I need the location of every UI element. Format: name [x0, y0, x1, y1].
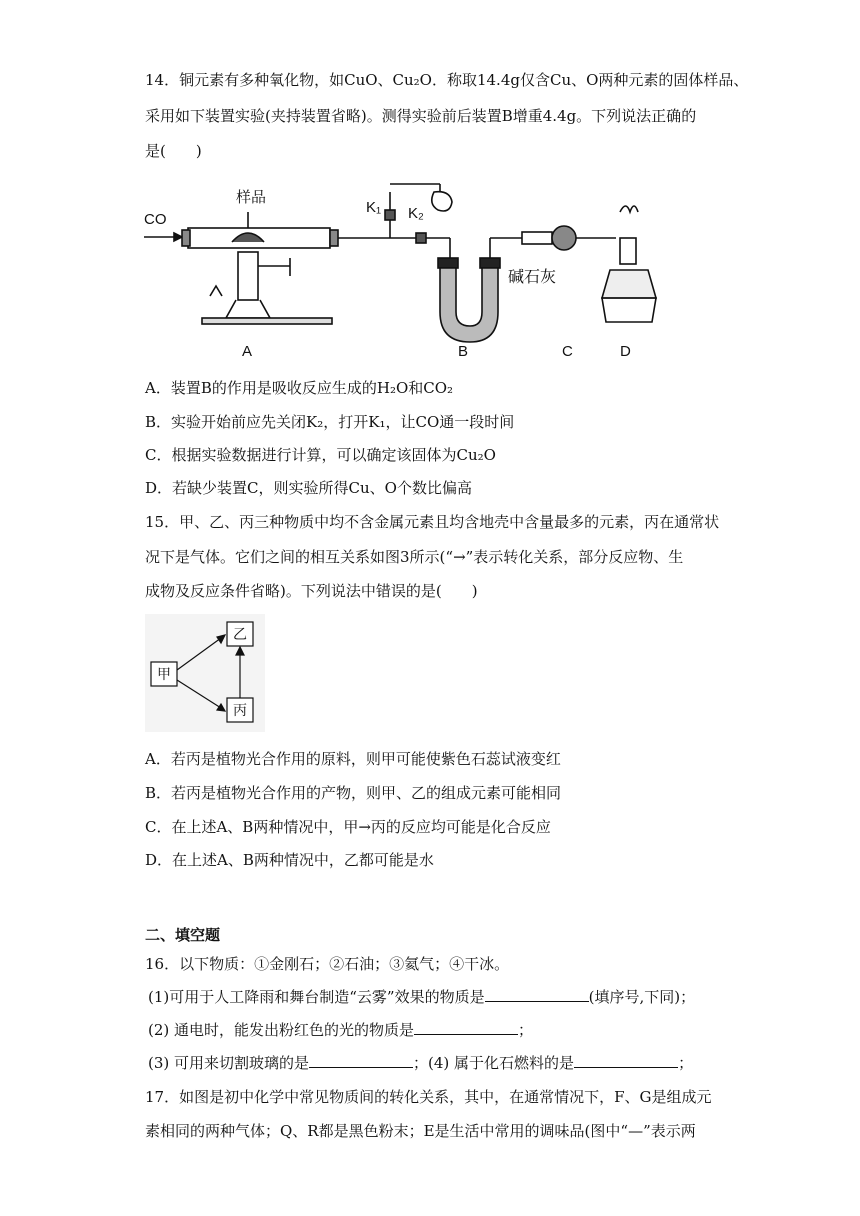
- relationship-figure: [145, 614, 265, 732]
- jia-label: 甲: [157, 666, 171, 682]
- q16-part1-tail: (填序号,下同)；: [588, 988, 696, 1006]
- drying-tube: [552, 226, 576, 250]
- q16-part2-text: (2) 通电时，能发出粉红色的光的物质是: [148, 1021, 415, 1039]
- label-b: B: [458, 343, 469, 360]
- q14-option-d: D．若缺少装置C，则实验所得Cu、O个数比偏高: [145, 479, 472, 497]
- q15-option-b: B．若丙是植物光合作用的产物，则甲、乙的组成元素可能相同: [145, 784, 562, 802]
- q16-part1: [148, 987, 695, 1007]
- q16-answer-blank-1[interactable]: [485, 987, 589, 1002]
- yi-label: 乙: [233, 626, 247, 642]
- q16-part2: [148, 1020, 533, 1040]
- u-tube: [440, 268, 498, 342]
- q15-option-c: C．在上述A、B两种情况中，甲→丙的反应均可能是化合反应: [145, 818, 551, 836]
- q16-part3: [148, 1053, 693, 1073]
- q16-part1-text: (1)可用于人工降雨和舞台制造“云雾”效果的物质是: [148, 988, 485, 1006]
- q16-stem: 16．以下物质：①金刚石；②石油；③氦气；④干冰。: [145, 955, 510, 973]
- label-d: D: [620, 343, 631, 360]
- sample-label: 样品: [236, 189, 267, 206]
- q14-option-b: B．实验开始前应先关闭K₂，打开K₁，让CO通一段时间: [145, 413, 515, 431]
- q16-part4-text: ；(4) 属于化石燃料的是: [413, 1054, 575, 1072]
- k2-label: K₂: [408, 205, 424, 222]
- label-c: C: [562, 343, 573, 360]
- q16-part2-tail: ；: [518, 1021, 534, 1039]
- q14-stem-line-3: 是( ): [145, 142, 202, 160]
- q15-stem-line-3: 成物及反应条件省略)。下列说法中错误的是( ): [145, 582, 478, 600]
- label-a: A: [242, 343, 253, 360]
- q15-option-d: D．在上述A、B两种情况中，乙都可能是水: [145, 851, 434, 869]
- sample-icon: [232, 233, 264, 242]
- k1-label: K₁: [366, 199, 382, 216]
- q16-answer-blank-2[interactable]: [414, 1020, 518, 1035]
- soda-lime-label: 碱石灰: [508, 269, 557, 286]
- q15-stem-line-2: 况下是气体。它们之间的相互关系如图3所示(“→”表示转化关系，部分反应物、生: [145, 548, 684, 566]
- q16-part4-tail: ；: [678, 1054, 694, 1072]
- q16-answer-blank-3[interactable]: [309, 1053, 413, 1068]
- apparatus-figure: [140, 172, 700, 364]
- balloon-icon: [432, 192, 452, 211]
- q14-stem-line-2: 采用如下装置实验(夹持装置省略)。测得实验前后装置B增重4.4g。下列说法正确的: [145, 107, 697, 125]
- q17-stem-line-1: 17．如图是初中化学中常见物质间的转化关系，其中，在通常情况下，F、G是组成元: [145, 1088, 712, 1106]
- co-label: CO: [144, 211, 167, 228]
- k1-valve-icon: [385, 210, 395, 220]
- q14-stem-line-1: 14．铜元素有多种氧化物，如CuO、Cu₂O．称取14.4g仅含Cu、O两种元素的固体样品、: [145, 71, 749, 89]
- q15-option-a: A．若丙是植物光合作用的原料，则甲可能使紫色石蕊试液变红: [145, 750, 561, 768]
- q15-stem-line-1: 15．甲、乙、丙三种物质中均不含金属元素且均含地壳中含量最多的元素，丙在通常状: [145, 513, 720, 531]
- k2-valve-icon: [416, 233, 426, 243]
- q16-part3-text: (3) 可用来切割玻璃的是: [148, 1054, 310, 1072]
- co-arrow-icon: [174, 233, 182, 241]
- q17-stem-line-2: 素相同的两种气体；Q、R都是黑色粉末；E是生活中常用的调味品(图中“—”表示两: [145, 1122, 696, 1140]
- section-title: 二、填空题: [145, 926, 221, 944]
- bing-label: 丙: [233, 702, 247, 718]
- q16-answer-blank-4[interactable]: [574, 1053, 678, 1068]
- q14-option-a: A．装置B的作用是吸收反应生成的H₂O和CO₂: [145, 379, 454, 397]
- q14-option-c: C．根据实验数据进行计算，可以确定该固体为Cu₂O: [145, 446, 496, 464]
- alcohol-lamp: [602, 270, 656, 298]
